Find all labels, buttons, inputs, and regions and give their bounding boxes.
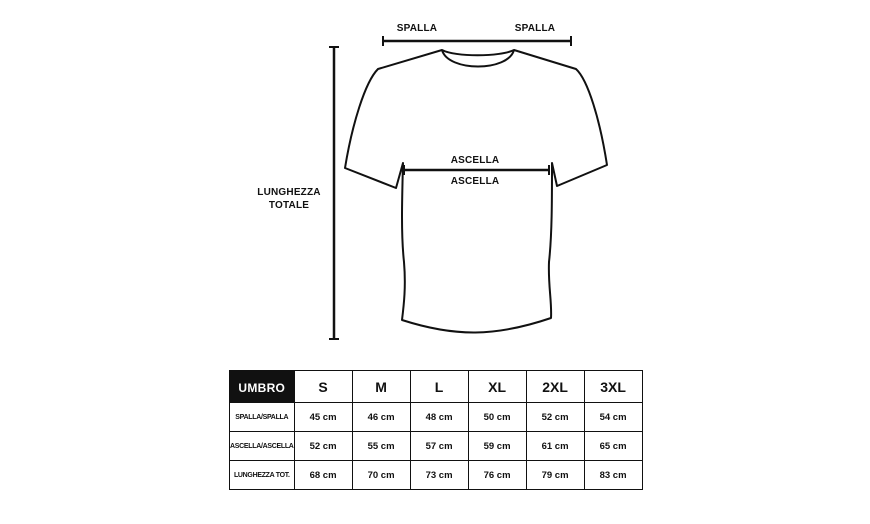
table-cell: 79 cm	[526, 461, 584, 490]
shoulder-label-right: SPALLA	[514, 23, 556, 34]
size-header-row	[230, 371, 643, 403]
row-label: ASCELLA/ASCELLA	[230, 432, 295, 461]
table-cell: 73 cm	[410, 461, 468, 490]
table-cell: 57 cm	[410, 432, 468, 461]
table-row	[230, 432, 643, 461]
table-cell: 46 cm	[352, 403, 410, 432]
tshirt-outline	[345, 50, 607, 333]
table-row	[230, 461, 643, 490]
shoulder-label-left: SPALLA	[396, 23, 438, 34]
size-chart-table	[229, 370, 643, 490]
table-cell: 48 cm	[410, 403, 468, 432]
table-cell: 70 cm	[352, 461, 410, 490]
table-cell: 83 cm	[584, 461, 642, 490]
table-cell: 59 cm	[468, 432, 526, 461]
row-label: LUNGHEZZA TOT.	[230, 461, 295, 490]
length-label-line1: LUNGHEZZA	[257, 187, 321, 198]
table-cell: 65 cm	[584, 432, 642, 461]
size-header: 2XL	[526, 371, 584, 403]
table-cell: 55 cm	[352, 432, 410, 461]
size-header: XL	[468, 371, 526, 403]
table-cell: 54 cm	[584, 403, 642, 432]
table-row	[230, 403, 643, 432]
size-header: S	[294, 371, 352, 403]
size-header: M	[352, 371, 410, 403]
length-measure-line	[329, 47, 339, 339]
brand-label: UMBRO	[238, 380, 286, 395]
length-label-line2: TOTALE	[268, 200, 310, 211]
table-cell: 76 cm	[468, 461, 526, 490]
chest-label-bottom: ASCELLA	[450, 176, 500, 187]
shoulder-measure-line	[383, 36, 571, 46]
brand-cell	[230, 371, 295, 403]
row-label: SPALLA/SPALLA	[230, 403, 295, 432]
table-cell: 50 cm	[468, 403, 526, 432]
table-cell: 52 cm	[526, 403, 584, 432]
table-cell: 68 cm	[294, 461, 352, 490]
chest-label-top: ASCELLA	[450, 155, 500, 166]
table-cell: 61 cm	[526, 432, 584, 461]
table-cell: 52 cm	[294, 432, 352, 461]
chest-measure-line	[404, 165, 549, 175]
size-header: L	[410, 371, 468, 403]
table-cell: 45 cm	[294, 403, 352, 432]
size-header: 3XL	[584, 371, 642, 403]
